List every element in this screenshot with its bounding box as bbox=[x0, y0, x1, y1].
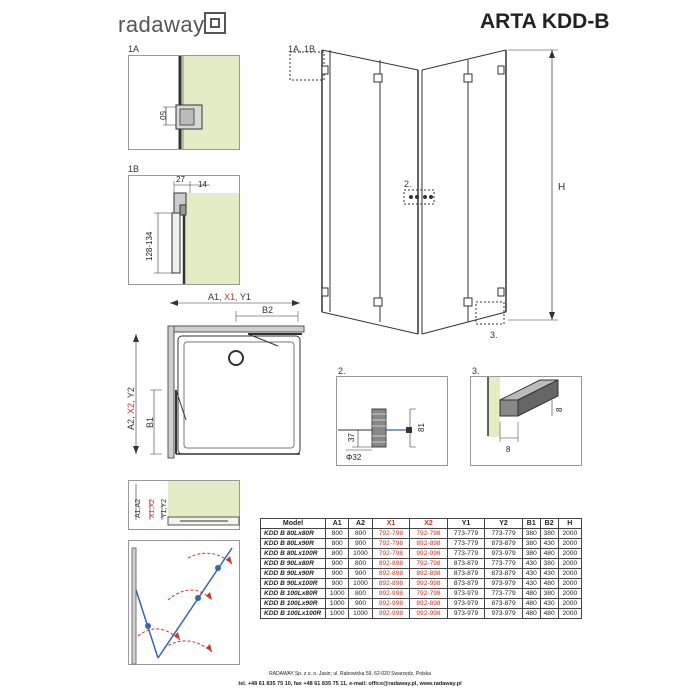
small-detail-drawing bbox=[128, 480, 240, 530]
table-row bbox=[261, 599, 582, 609]
table-cell: 480 bbox=[522, 599, 540, 609]
table-cell: 1000 bbox=[349, 549, 372, 559]
table-cell: 892-898 bbox=[372, 569, 410, 579]
callout-2: 2. bbox=[404, 179, 412, 189]
table-cell: 792-798 bbox=[372, 529, 410, 539]
table-row bbox=[261, 549, 582, 559]
table-cell: 992-998 bbox=[372, 589, 410, 599]
table-cell: 2000 bbox=[558, 569, 581, 579]
table-cell-model: KDD B 80Lx90R bbox=[261, 539, 326, 549]
table-cell: 792-798 bbox=[410, 529, 448, 539]
table-cell: 800 bbox=[326, 549, 349, 559]
plan-dim-x1: X1, bbox=[224, 292, 238, 302]
table-cell: 973-979 bbox=[485, 549, 523, 559]
table-cell: 973-979 bbox=[447, 599, 485, 609]
table-row bbox=[261, 609, 582, 619]
col-header: Y1 bbox=[447, 519, 485, 529]
table-cell: 792-798 bbox=[372, 549, 410, 559]
detail-1a-dim-50: 50 bbox=[158, 111, 167, 120]
table-cell-model: KDD B 90Lx100R bbox=[261, 579, 326, 589]
table-cell: 480 bbox=[540, 579, 558, 589]
table-cell: 773-779 bbox=[485, 529, 523, 539]
detail-1a-label: 1A bbox=[128, 44, 140, 54]
table-cell: 800 bbox=[326, 529, 349, 539]
table-cell: 2000 bbox=[558, 539, 581, 549]
col-header: A2 bbox=[349, 519, 372, 529]
detail-1b-label: 1B bbox=[128, 164, 140, 174]
col-header: Model bbox=[261, 519, 326, 529]
dim-h: H bbox=[558, 182, 566, 193]
callout-1a-1b: 1A, 1B bbox=[288, 44, 316, 54]
col-header: B1 bbox=[522, 519, 540, 529]
table-cell: 900 bbox=[349, 599, 372, 609]
table-cell: 973-979 bbox=[485, 579, 523, 589]
callout-3: 3. bbox=[490, 330, 498, 340]
table-cell: 800 bbox=[349, 529, 372, 539]
table-cell-model: KDD B 90Lx90R bbox=[261, 569, 326, 579]
table-cell: 1000 bbox=[349, 579, 372, 589]
table-cell-model: KDD B 80Lx80R bbox=[261, 529, 326, 539]
footer-address: RADAWAY Sp. z o. o. Jasin; ul. Rabowicka 59, 62-020 Swarzędz, Polska bbox=[269, 671, 431, 677]
spec-table-body bbox=[261, 529, 582, 619]
table-row bbox=[261, 559, 582, 569]
table-cell: 900 bbox=[326, 579, 349, 589]
table-cell: 792-798 bbox=[372, 539, 410, 549]
table-cell: 800 bbox=[349, 589, 372, 599]
table-cell: 380 bbox=[540, 529, 558, 539]
door-swing-diagram bbox=[128, 540, 240, 665]
table-row bbox=[261, 569, 582, 579]
table-cell: 900 bbox=[349, 569, 372, 579]
table-cell: 892-898 bbox=[410, 599, 448, 609]
col-header: A1 bbox=[326, 519, 349, 529]
detail-2-drawing bbox=[336, 376, 448, 466]
detail-3-dim-8b: 8 bbox=[506, 445, 511, 454]
small-detail-dim-x1x2: X1,X2 bbox=[149, 498, 156, 518]
table-cell: 773-779 bbox=[447, 549, 485, 559]
table-cell: 1000 bbox=[326, 589, 349, 599]
table-cell: 380 bbox=[540, 589, 558, 599]
detail-2-label: 2. bbox=[338, 366, 346, 376]
brand-logo-mark bbox=[204, 12, 226, 34]
table-row bbox=[261, 529, 582, 539]
table-cell: 873-879 bbox=[485, 599, 523, 609]
table-cell-model: KDD B 100Lx100R bbox=[261, 609, 326, 619]
table-cell: 430 bbox=[540, 569, 558, 579]
table-cell: 892-898 bbox=[372, 579, 410, 589]
detail-2-dim-phi32: Φ32 bbox=[346, 453, 362, 462]
table-cell: 900 bbox=[326, 559, 349, 569]
detail-2-dim-81: 81 bbox=[417, 423, 426, 432]
table-cell: 480 bbox=[540, 549, 558, 559]
table-cell: 892-898 bbox=[410, 539, 448, 549]
table-cell: 430 bbox=[522, 579, 540, 589]
table-cell: 792-798 bbox=[410, 559, 448, 569]
table-cell: 773-779 bbox=[447, 529, 485, 539]
table-cell: 480 bbox=[540, 609, 558, 619]
table-cell: 873-879 bbox=[485, 569, 523, 579]
detail-1a-drawing bbox=[128, 55, 240, 150]
detail-1b-dim-128-134: 128-134 bbox=[145, 231, 154, 261]
table-cell: 992-998 bbox=[410, 609, 448, 619]
table-cell: 380 bbox=[522, 549, 540, 559]
plan-dim-y2: Y2 bbox=[126, 387, 136, 399]
table-cell: 873-879 bbox=[485, 539, 523, 549]
table-cell: 2000 bbox=[558, 599, 581, 609]
table-cell: 873-879 bbox=[447, 559, 485, 569]
table-cell: 1000 bbox=[326, 609, 349, 619]
table-row bbox=[261, 589, 582, 599]
plan-dim-a2: A2, bbox=[126, 416, 136, 430]
table-cell: 2000 bbox=[558, 559, 581, 569]
plan-dim-b2: B2 bbox=[262, 305, 274, 315]
table-cell: 2000 bbox=[558, 549, 581, 559]
table-cell: 892-898 bbox=[372, 559, 410, 569]
table-cell-model: KDD B 80Lx100R bbox=[261, 549, 326, 559]
col-header: B2 bbox=[540, 519, 558, 529]
table-cell: 800 bbox=[326, 539, 349, 549]
table-cell: 973-979 bbox=[447, 609, 485, 619]
table-cell: 380 bbox=[522, 539, 540, 549]
detail-1b-drawing bbox=[128, 175, 240, 285]
table-cell: 900 bbox=[349, 539, 372, 549]
table-cell: 430 bbox=[522, 559, 540, 569]
detail-1b-dim-27: 27 bbox=[176, 175, 185, 184]
col-header: Y2 bbox=[485, 519, 523, 529]
brand-logo-text: radaway bbox=[118, 12, 205, 37]
footer bbox=[170, 669, 530, 689]
table-cell: 873-879 bbox=[447, 579, 485, 589]
table-cell: 992-998 bbox=[410, 579, 448, 589]
table-cell: 773-779 bbox=[485, 589, 523, 599]
table-cell: 992-998 bbox=[410, 549, 448, 559]
table-cell-model: KDD B 100Lx80R bbox=[261, 589, 326, 599]
table-cell: 2000 bbox=[558, 529, 581, 539]
table-cell: 380 bbox=[522, 529, 540, 539]
plan-dim-x2: X2, bbox=[126, 400, 136, 414]
table-row bbox=[261, 579, 582, 589]
spec-table-header-row bbox=[261, 519, 582, 529]
col-header: X1 bbox=[372, 519, 410, 529]
table-cell-model: KDD B 100Lx90R bbox=[261, 599, 326, 609]
table-cell: 2000 bbox=[558, 579, 581, 589]
detail-3-dim-8a: 8 bbox=[555, 407, 564, 412]
small-detail-dim-y1y2: Y1,Y2 bbox=[161, 498, 168, 518]
table-cell: 2000 bbox=[558, 589, 581, 599]
table-cell: 1000 bbox=[349, 609, 372, 619]
table-cell: 480 bbox=[522, 589, 540, 599]
table-cell: 773-779 bbox=[447, 539, 485, 549]
table-cell: 873-879 bbox=[447, 569, 485, 579]
table-cell: 800 bbox=[349, 559, 372, 569]
table-cell: 892-898 bbox=[410, 569, 448, 579]
table-cell: 992-998 bbox=[372, 599, 410, 609]
plan-dim-left bbox=[126, 350, 138, 430]
col-header: H bbox=[558, 519, 581, 529]
table-cell: 773-779 bbox=[485, 559, 523, 569]
table-cell: 900 bbox=[326, 569, 349, 579]
footer-contact: tel. +48 61 835 75 10, fax +48 61 835 75 11, e-mail: office@radaway.pl, www.radaway.pl bbox=[238, 681, 462, 687]
plan-drawing bbox=[128, 298, 318, 470]
spec-table bbox=[260, 518, 582, 619]
elevation-drawing bbox=[280, 40, 570, 350]
detail-2-dim-37: 37 bbox=[347, 433, 356, 442]
table-cell: 430 bbox=[540, 599, 558, 609]
col-header: X2 bbox=[410, 519, 448, 529]
table-cell-model: KDD B 90Lx80R bbox=[261, 559, 326, 569]
table-cell: 480 bbox=[522, 609, 540, 619]
table-cell: 430 bbox=[522, 569, 540, 579]
table-cell: 1000 bbox=[326, 599, 349, 609]
detail-3-label: 3. bbox=[472, 366, 480, 376]
table-cell: 380 bbox=[540, 559, 558, 569]
table-cell: 2000 bbox=[558, 609, 581, 619]
table-cell: 792-798 bbox=[410, 589, 448, 599]
plan-dim-a1: A1, bbox=[208, 292, 222, 302]
product-title: ARTA KDD-B bbox=[480, 10, 610, 33]
detail-1b-dim-14: 14 bbox=[198, 180, 207, 189]
table-cell: 973-979 bbox=[447, 589, 485, 599]
table-cell: 430 bbox=[540, 539, 558, 549]
detail-3-drawing bbox=[470, 376, 582, 466]
plan-dim-b1: B1 bbox=[145, 416, 155, 428]
table-cell: 973-979 bbox=[485, 609, 523, 619]
table-cell: 992-998 bbox=[372, 609, 410, 619]
small-detail-dim-a1a2: A1,A2 bbox=[135, 498, 142, 518]
table-row bbox=[261, 539, 582, 549]
plan-dim-y1: Y1 bbox=[239, 292, 251, 302]
